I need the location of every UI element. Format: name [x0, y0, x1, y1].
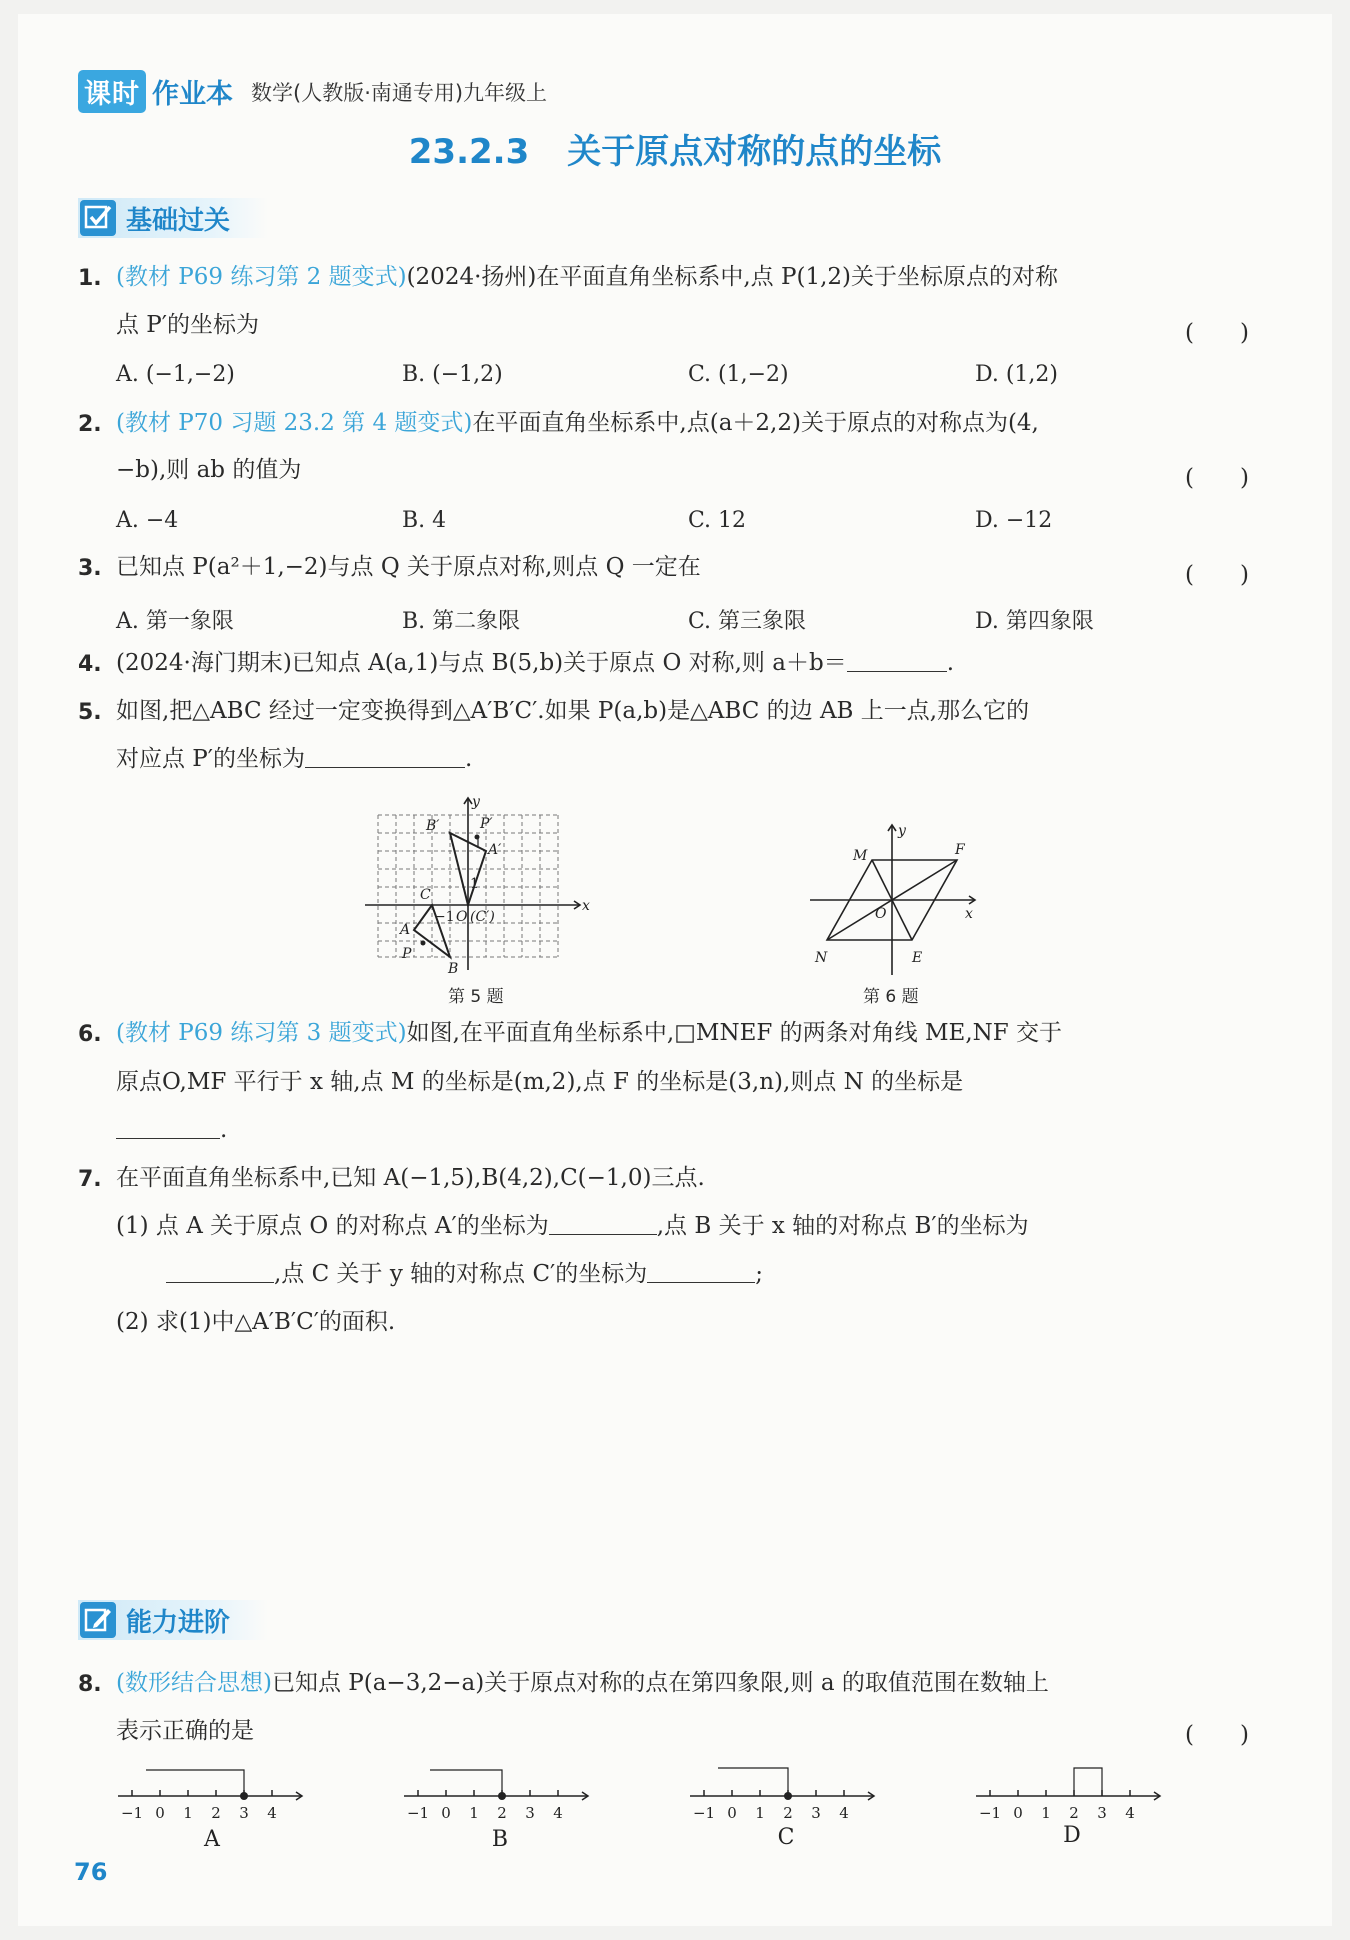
numline-c-tick-m1: −1	[692, 1804, 716, 1822]
q8-option-a: A	[204, 1827, 220, 1852]
q3-number: 3.	[78, 556, 102, 581]
fig5-label-a: A	[400, 922, 411, 938]
q1-source: (教材 P69 练习第 2 题变式)	[116, 264, 407, 290]
numline-c-tick-2: 2	[783, 1804, 793, 1822]
section-number: 23.2.3	[408, 132, 530, 172]
q3-option-b: B. 第二象限	[402, 609, 521, 634]
q4-number: 4.	[78, 652, 102, 677]
numline-d-tick-0: 0	[1013, 1804, 1023, 1822]
q4-line1	[116, 652, 954, 675]
q1-answer-paren: ( )	[1185, 320, 1249, 346]
edit-icon	[80, 1602, 116, 1638]
fig5-label-cp: (C′)	[470, 909, 495, 925]
fig6-label-o: O	[875, 906, 887, 922]
figure-6	[805, 810, 990, 980]
q2-option-b: B. 4	[402, 508, 447, 533]
q7-number: 7.	[78, 1167, 102, 1192]
q6-source: (教材 P69 练习第 3 题变式)	[116, 1020, 407, 1046]
q2-answer-paren: ( )	[1185, 465, 1249, 491]
numline-b-tick-0: 0	[441, 1804, 451, 1822]
q6-line1	[116, 1022, 1062, 1045]
numline-b-tick-m1: −1	[406, 1804, 430, 1822]
q1-line1	[116, 266, 1058, 289]
q7-part1-line1	[116, 1215, 1029, 1238]
brand-text: 作业本	[152, 79, 233, 110]
numline-b-tick-1: 1	[469, 1804, 479, 1822]
fig5-label-one: 1	[470, 876, 479, 892]
q1-option-c: C. (1,−2)	[688, 362, 789, 387]
q8-number-lines	[110, 1752, 1200, 1852]
q8-answer-paren: ( )	[1185, 1722, 1249, 1748]
q3-text1: 已知点 P(a²＋1,−2)与点 Q 关于原点对称,则点 Q 一定在	[116, 554, 701, 580]
q8-source: (数形结合思想)	[116, 1670, 272, 1696]
numline-b-tick-3: 3	[525, 1804, 535, 1822]
q5-number: 5.	[78, 700, 102, 725]
q8-line1	[116, 1672, 1049, 1695]
q3-option-d: D. 第四象限	[975, 609, 1094, 634]
fig6-label-f: F	[955, 842, 965, 858]
q8-option-d: D	[1063, 1823, 1081, 1848]
q5-answer-blank[interactable]	[305, 749, 465, 768]
q6-text1: 如图,在平面直角坐标系中,□MNEF 的两条对角线 ME,NF 交于	[406, 1020, 1063, 1046]
numline-d-tick-m1: −1	[978, 1804, 1002, 1822]
q6-number: 6.	[78, 1022, 102, 1047]
q1-number: 1.	[78, 266, 102, 291]
fig6-y-label: y	[898, 823, 906, 839]
checkbox-icon	[80, 200, 116, 236]
numline-a-tick-1: 1	[183, 1804, 193, 1822]
numline-d-tick-2: 2	[1069, 1804, 1079, 1822]
q3-answer-paren: ( )	[1185, 562, 1249, 588]
fig5-label-p: P	[402, 946, 412, 962]
fig6-label-n: N	[815, 950, 828, 966]
numline-a-tick-0: 0	[155, 1804, 165, 1822]
q8-text2: 表示正确的是	[116, 1718, 254, 1744]
q2-text2: −b),则 ab 的值为	[116, 457, 302, 483]
numline-b-dot	[498, 1792, 506, 1800]
section-advanced-label: 能力进阶	[126, 1607, 231, 1638]
page-number: 76	[74, 1858, 108, 1886]
q5-line2	[116, 748, 472, 771]
q1-option-b: B. (−1,2)	[402, 362, 503, 387]
q2-option-c: C. 12	[688, 508, 747, 533]
numline-a-tick-4: 4	[267, 1804, 277, 1822]
fig5-y-label: y	[472, 794, 480, 810]
section-basic-label: 基础过关	[126, 205, 231, 236]
fig5-label-bp: B′	[426, 818, 440, 834]
q7-p1d: ;	[755, 1261, 764, 1287]
q2-option-a: A. −4	[116, 508, 179, 533]
figure-6-caption: 第 6 题	[863, 987, 919, 1007]
q6-text2: 原点O,MF 平行于 x 轴,点 M 的坐标是(m,2),点 F 的坐标是(3,n),则点 N 的坐标是	[116, 1069, 964, 1095]
q7-part1-line2	[166, 1263, 763, 1286]
fig5-label-c: C	[420, 887, 431, 903]
q2-source: (教材 P70 习题 23.2 第 4 题变式)	[116, 410, 473, 436]
q6-line3	[116, 1119, 227, 1142]
fig6-label-m: M	[853, 848, 868, 864]
page-title	[0, 124, 1350, 173]
q1-option-a: A. (−1,−2)	[116, 362, 235, 387]
q2-number: 2.	[78, 412, 102, 437]
q7-p1a: (1) 点 A 关于原点 O 的对称点 A′的坐标为	[116, 1213, 549, 1239]
q7-blank-c-prime[interactable]	[647, 1264, 755, 1283]
q2-option-d: D. −12	[975, 508, 1053, 533]
brand-box: 课时	[78, 70, 146, 113]
numline-a-tick-2: 2	[211, 1804, 221, 1822]
numline-d-tick-3: 3	[1097, 1804, 1107, 1822]
q3-option-c: C. 第三象限	[688, 609, 807, 634]
figure-5-caption: 第 5 题	[448, 987, 504, 1007]
q7-text1: 在平面直角坐标系中,已知 A(−1,5),B(4,2),C(−1,0)三点.	[116, 1165, 705, 1191]
q7-p1c: ,点 C 关于 y 轴的对称点 C′的坐标为	[274, 1261, 648, 1287]
numline-a-tick-3: 3	[239, 1804, 249, 1822]
numline-a-tick-m1: −1	[120, 1804, 144, 1822]
q2-text1: 在平面直角坐标系中,点(a＋2,2)关于原点的对称点为(4,	[472, 410, 1039, 436]
q1-text1: (2024·扬州)在平面直角坐标系中,点 P(1,2)关于坐标原点的对称	[406, 264, 1058, 290]
numline-b-tick-4: 4	[553, 1804, 563, 1822]
fig5-x-label: x	[582, 898, 590, 914]
numline-d-tick-1: 1	[1041, 1804, 1051, 1822]
q1-option-d: D. (1,2)	[975, 362, 1058, 387]
q8-option-b: B	[491, 1827, 509, 1852]
book-header	[78, 70, 547, 113]
section-advanced-header	[78, 1600, 268, 1640]
section-basic-header	[78, 198, 268, 238]
numline-a-dot	[240, 1792, 248, 1800]
numline-c-dot	[784, 1792, 792, 1800]
numline-c-tick-0: 0	[727, 1804, 737, 1822]
q5-text2: 对应点 P′的坐标为	[116, 746, 306, 772]
numline-c-tick-4: 4	[839, 1804, 849, 1822]
numline-c-tick-1: 1	[755, 1804, 765, 1822]
book-subtitle: 数学(人教版·南通专用)九年级上	[251, 80, 548, 105]
q2-line1	[116, 412, 1039, 435]
q5-period: .	[465, 746, 473, 772]
q7-part2: (2) 求(1)中△A′B′C′的面积.	[116, 1309, 396, 1335]
q1-text2: 点 P′的坐标为	[116, 312, 260, 338]
fig5-label-o: O	[456, 909, 468, 925]
q8-number: 8.	[78, 1672, 102, 1697]
q7-p1b: ,点 B 关于 x 轴的对称点 B′的坐标为	[656, 1213, 1029, 1239]
q4-text1: (2024·海门期末)已知点 A(a,1)与点 B(5,b)关于原点 O 对称,则 a＋b＝	[116, 650, 847, 676]
section-title: 关于原点对称的点的坐标	[567, 132, 942, 172]
fig5-label-pp: P′	[480, 816, 493, 832]
q6-answer-blank[interactable]	[116, 1120, 220, 1139]
q4-period: .	[946, 650, 954, 676]
q5-text1: 如图,把△ABC 经过一定变换得到△A′B′C′.如果 P(a,b)是△ABC 的边 AB 上一点,那么它的	[116, 698, 1030, 724]
fig6-x-label: x	[965, 906, 973, 922]
numline-d-tick-4: 4	[1125, 1804, 1135, 1822]
numline-c-tick-3: 3	[811, 1804, 821, 1822]
q8-option-c: C	[777, 1825, 795, 1850]
q7-blank-b-prime[interactable]	[166, 1264, 274, 1283]
brand-logo	[78, 70, 233, 113]
figure-5	[360, 790, 600, 980]
q8-text1: 已知点 P(a−3,2−a)关于原点对称的点在第四象限,则 a 的取值范围在数轴上	[271, 1670, 1049, 1696]
point-p-prime	[475, 835, 480, 840]
numline-b-tick-2: 2	[497, 1804, 507, 1822]
fig5-label-b: B	[448, 961, 459, 977]
q3-option-a: A. 第一象限	[116, 609, 234, 634]
q6-period: .	[220, 1117, 228, 1143]
fig6-label-e: E	[912, 950, 923, 966]
fig5-label-minus-one: −1	[434, 909, 455, 925]
q4-answer-blank[interactable]	[847, 653, 947, 672]
q7-blank-a-prime[interactable]	[549, 1216, 657, 1235]
point-p	[421, 941, 426, 946]
fig5-label-ap: A′	[488, 842, 502, 858]
